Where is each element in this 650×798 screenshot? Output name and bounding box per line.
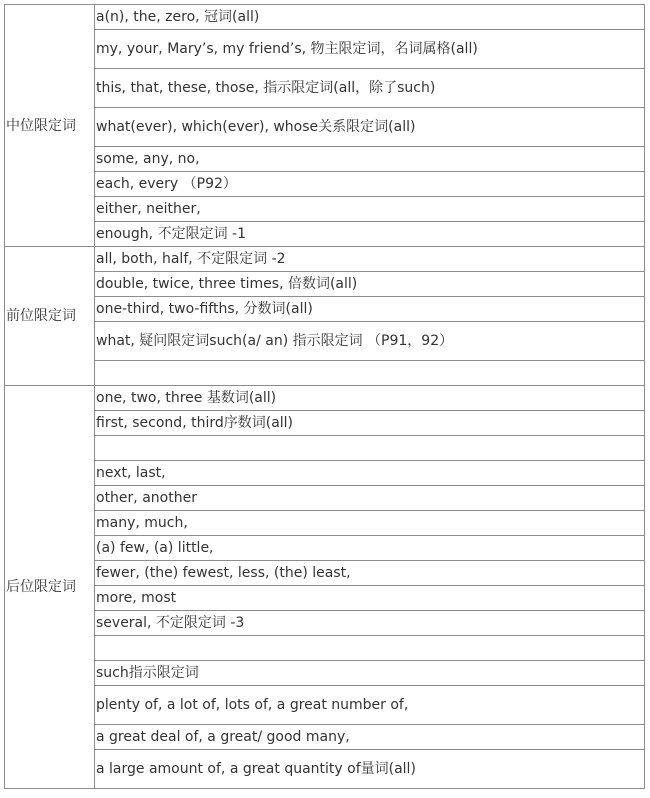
table-row <box>5 30 645 69</box>
table-row <box>5 386 645 411</box>
table-row <box>5 511 645 536</box>
table-row <box>5 247 645 272</box>
table-row <box>5 750 645 789</box>
example-cell: one-third, two-fifths, 分数词(all) <box>95 297 645 322</box>
table-row <box>5 661 645 686</box>
table-row <box>5 197 645 222</box>
example-cell: first, second, third序数词(all) <box>95 411 645 436</box>
table-row <box>5 686 645 725</box>
table-row <box>5 172 645 197</box>
table-row <box>5 272 645 297</box>
example-cell: some, any, no, <box>95 147 645 172</box>
table-row <box>5 222 645 247</box>
example-cell: my, your, Mary’s, my friend’s, 物主限定词，名词属格(all) <box>95 30 645 69</box>
example-cell: each, every （P92） <box>95 172 645 197</box>
table-row <box>5 322 645 361</box>
table-row <box>5 461 645 486</box>
table-row <box>5 147 645 172</box>
example-cell: a large amount of, a great quantity of量词(all) <box>95 750 645 789</box>
table-row <box>5 361 645 386</box>
example-cell: what, 疑问限定词such(a/ an) 指示限定词 （P91，92） <box>95 322 645 361</box>
example-cell <box>95 636 645 661</box>
example-cell: enough, 不定限定词 -1 <box>95 222 645 247</box>
table-row <box>5 725 645 750</box>
example-cell: (a) few, (a) little, <box>95 536 645 561</box>
post-determiner-category-cell: 后位限定词 <box>5 386 95 789</box>
example-cell: such指示限定词 <box>95 661 645 686</box>
example-cell: other, another <box>95 486 645 511</box>
example-cell: either, neither, <box>95 197 645 222</box>
example-cell: this, that, these, those, 指示限定词(all，除了such) <box>95 69 645 108</box>
example-cell: all, both, half, 不定限定词 -2 <box>95 247 645 272</box>
example-cell: many, much, <box>95 511 645 536</box>
example-cell: fewer, (the) fewest, less, (the) least, <box>95 561 645 586</box>
example-cell: double, twice, three times, 倍数词(all) <box>95 272 645 297</box>
table-row <box>5 108 645 147</box>
table-row <box>5 69 645 108</box>
example-cell: one, two, three 基数词(all) <box>95 386 645 411</box>
example-cell: what(ever), which(ever), whose关系限定词(all) <box>95 108 645 147</box>
table-row <box>5 436 645 461</box>
table-row <box>5 611 645 636</box>
example-cell <box>95 436 645 461</box>
table-row <box>5 297 645 322</box>
table-row <box>5 636 645 661</box>
example-cell: next, last, <box>95 461 645 486</box>
example-cell <box>95 361 645 386</box>
table-row <box>5 561 645 586</box>
pre-determiner-category-cell: 前位限定词 <box>5 247 95 386</box>
example-cell: several, 不定限定词 -3 <box>95 611 645 636</box>
example-cell: plenty of, a lot of, lots of, a great number of, <box>95 686 645 725</box>
table-row <box>5 5 645 30</box>
determiner-table-body <box>5 5 645 789</box>
table-row <box>5 536 645 561</box>
table-row <box>5 486 645 511</box>
table-row <box>5 586 645 611</box>
table-row <box>5 411 645 436</box>
middle-determiner-category-cell: 中位限定词 <box>5 5 95 247</box>
example-cell: more, most <box>95 586 645 611</box>
example-cell: a great deal of, a great/ good many, <box>95 725 645 750</box>
example-cell: a(n), the, zero, 冠词(all) <box>95 5 645 30</box>
determiner-table <box>4 4 645 789</box>
